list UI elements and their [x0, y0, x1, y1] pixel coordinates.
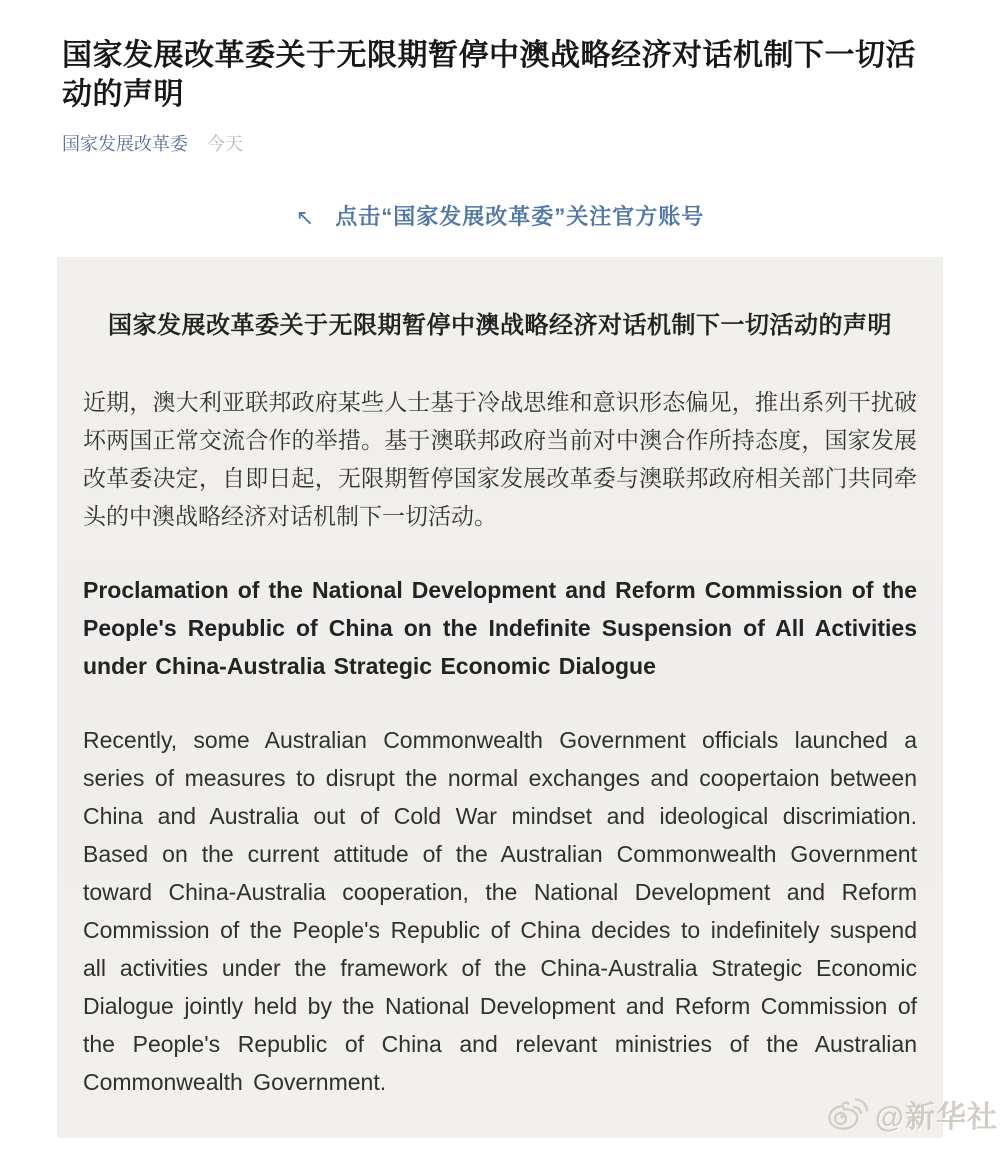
byline — [62, 132, 938, 156]
arrow-northwest-icon: ↖ — [295, 205, 316, 230]
statement-body-en: Recently, some Australian Commonwealth Government officials launched a series of measures to disrupt the normal exchanges and coopertaion between China and Australia out of Cold War mindset and ideological discrimiation. Based on the current attitude of the Australian Commonwealth Government toward China-Australia cooperation, the National Development and Reform Commission of the People's Republic of China decides to indefinitely suspend all activities under the framework of the China-Australia Strategic Economic Dialogue jointly held by the National Development and Reform Commission of the People's Republic of China and relevant ministries of the Australian Commonwealth Government. — [83, 727, 917, 1095]
statement-heading-en: Proclamation of the National Development and Reform Commission of the People's Republic of China on the Indefinite Suspension of All Activities under China-Australia Strategic Economic Dialogue — [83, 577, 917, 679]
follow-hint-text: 点击“国家发展改革委”关注官方账号 — [335, 204, 705, 229]
statement-image[interactable] — [57, 257, 943, 1138]
statement-heading-zh: 国家发展改革委关于无限期暂停中澳战略经济对话机制下一切活动的声明 — [108, 312, 892, 339]
statement-body-zh: 近期，澳大利亚联邦政府某些人士基于冷战思维和意识形态偏见，推出系列干扰破坏两国正常交流合作的举措。基于澳联邦政府当前对中澳合作所持态度，国家发展改革委决定，自即日起，无限期暂停国家发展改革委与澳联邦政府相关部门共同牵头的中澳战略经济对话机制下一切活动。 — [83, 389, 917, 529]
watermark-text: @新华社 — [874, 1101, 998, 1134]
publish-date: 今天 — [207, 134, 244, 154]
article-title: 国家发展改革委关于无限期暂停中澳战略经济对话机制下一切活动的声明 — [62, 39, 916, 111]
follow-hint — [0, 202, 1000, 232]
account-link[interactable]: 国家发展改革委 — [62, 134, 188, 154]
